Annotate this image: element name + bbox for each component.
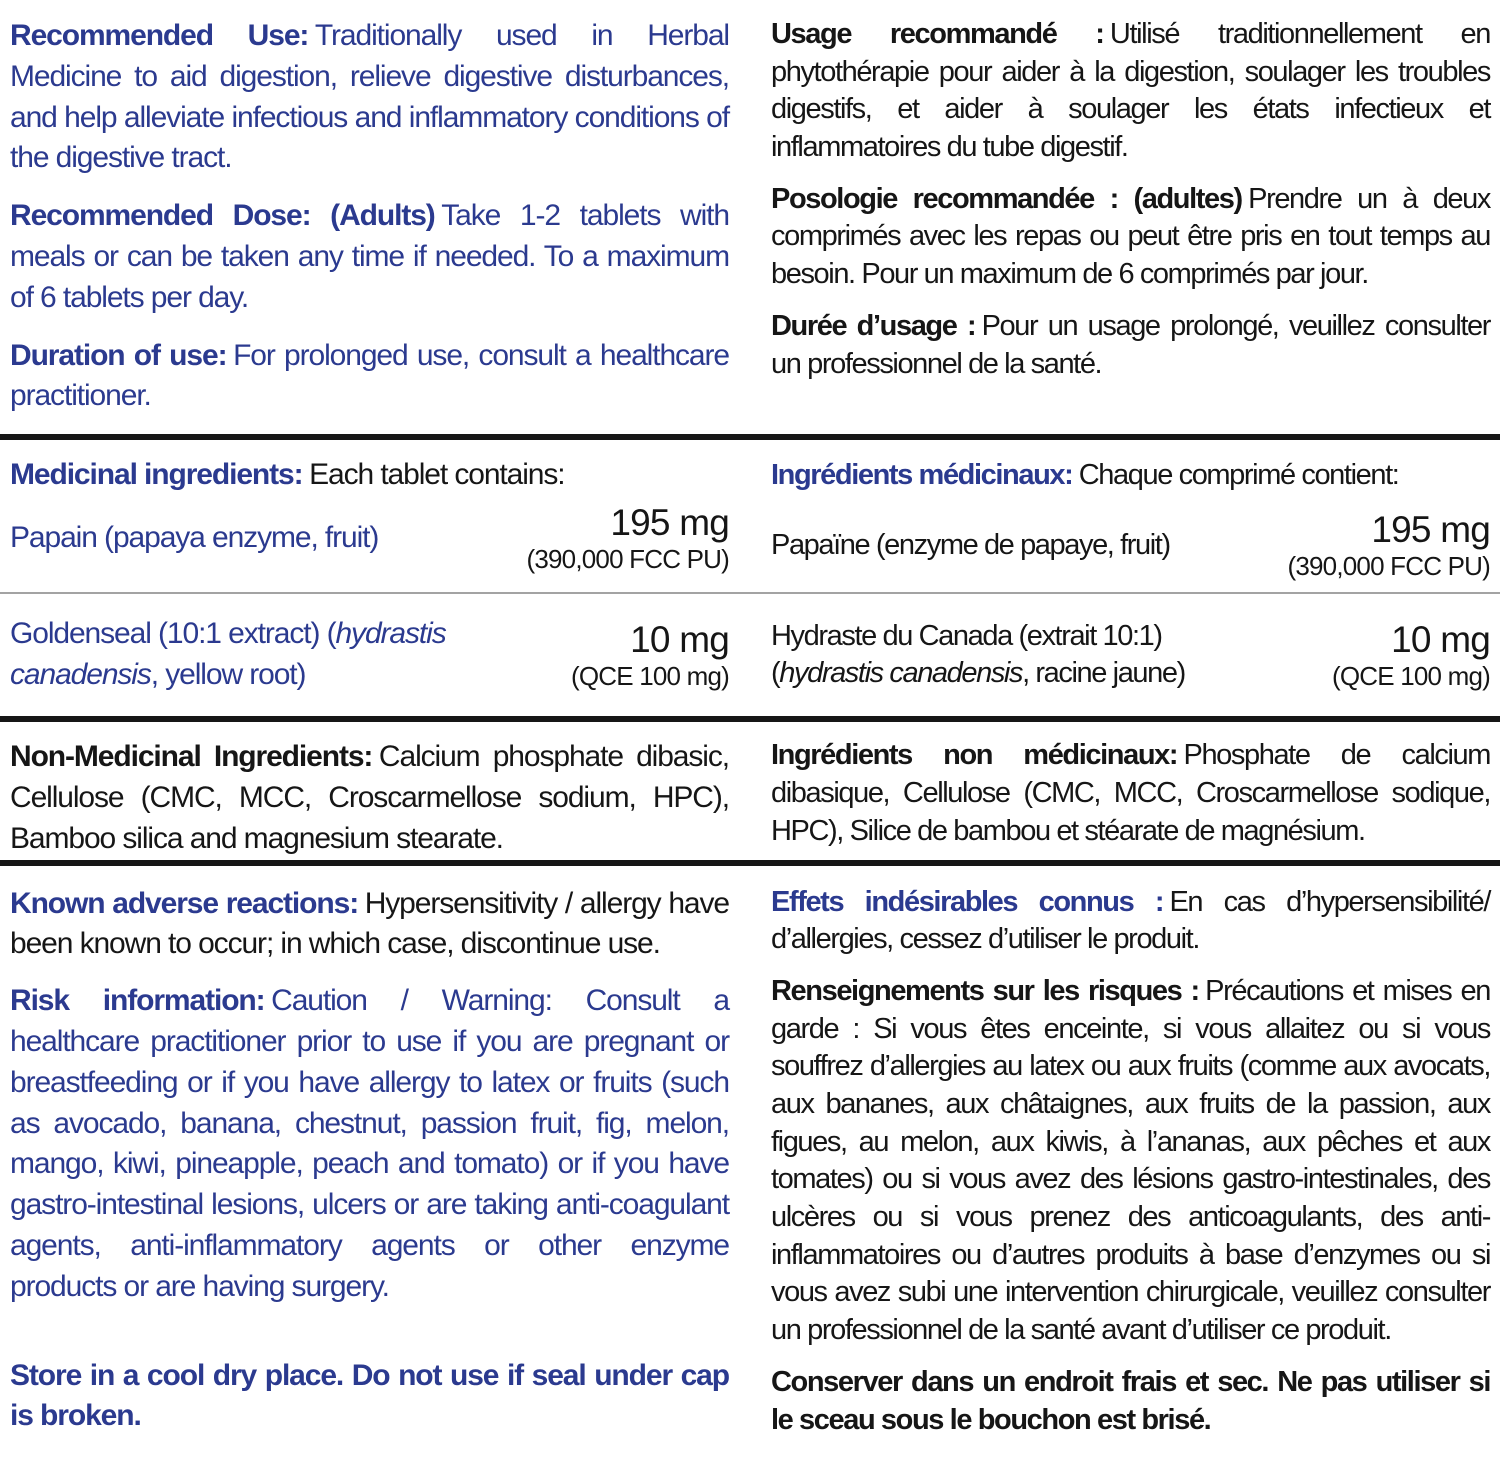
papain-name: Papain (papaya enzyme, fruit) [10, 521, 379, 555]
french-non-medicinal-cell [771, 722, 1490, 859]
each-tablet-contains-text: Each tablet contains: [309, 458, 565, 492]
medicinal-ingredients-section [0, 440, 1500, 592]
recommended-use-paragraph [10, 16, 729, 179]
posologie-paragraph [771, 181, 1490, 294]
goldenseal-name-pre: Goldenseal (10:1 extract) ( [10, 617, 336, 651]
usage-dose-duration-section [0, 10, 1500, 434]
hydraste-name [771, 618, 1260, 693]
goldenseal-amount: 10 mg [630, 618, 729, 660]
recommended-dose-text: Take 1-2 tablets with meals or can be taken any time if needed. To a maximum of 6 tablets per day. [10, 199, 730, 314]
papain-amount-note: (390,000 FCC PU) [526, 544, 729, 575]
goldenseal-section [0, 594, 1500, 716]
renseignements-risques-paragraph [771, 973, 1490, 1350]
goldenseal-name [10, 614, 470, 696]
recommended-dose-paragraph [10, 196, 729, 318]
recommended-use-heading: Recommended Use: [10, 19, 309, 52]
french-goldenseal-cell [771, 594, 1490, 716]
papain-row [10, 502, 729, 575]
warnings-storage-section [0, 866, 1500, 1454]
effets-indesirables-text: En cas d’hypersensibilité/ d’allergies, cessez d’utiliser le produit. [771, 885, 1491, 956]
papain-amount-block [527, 502, 730, 575]
papaine-amount: 195 mg [1371, 508, 1490, 550]
chaque-comprime-text: Chaque comprimé contient: [1078, 459, 1399, 492]
papaine-amount-note: (390,000 FCC PU) [1287, 551, 1490, 582]
non-medicinal-section [0, 722, 1500, 859]
medicinal-ingredients-heading: Medicinal ingredients: [10, 458, 303, 492]
duration-of-use-paragraph [10, 336, 729, 418]
goldenseal-name-post: , yellow root) [150, 658, 306, 692]
duration-of-use-heading: Duration of use: [10, 338, 227, 372]
goldenseal-amount-note: (QCE 100 mg) [570, 660, 729, 691]
usage-recommande-heading: Usage recommandé : [771, 18, 1104, 50]
conservation-instruction-paragraph: Conserver dans un endroit frais et sec. Ne pas utiliser si le sceau sous le bouchon est brisé. [771, 1365, 1490, 1436]
posologie-text: Prendre un à deux comprimés avec les repas ou peut être pris en tout temps au besoin. Pour un maximum de 6 comprimés par jour. [771, 182, 1490, 291]
ingredients-non-medicinaux-paragraph [771, 737, 1490, 850]
usage-recommande-text: Utilisé traditionnellement en phytothérapie pour aider à la digestion, soulager les troubles digestifs, et aider à soulager les états infectieux et inflammatoires du tube digestif. [771, 18, 1490, 164]
hydraste-name-post: , racine jaune) [1022, 657, 1185, 690]
duration-of-use-text: For prolonged use, consult a healthcare practitioner. [10, 338, 729, 413]
risk-information-paragraph [10, 981, 729, 1307]
duree-usage-text: Pour un usage prolongé, veuillez consulter un professionnel de la santé. [771, 309, 1490, 380]
posologie-heading: Posologie recommandée : (adultes) [771, 182, 1242, 215]
hydraste-name-pre: Hydraste du Canada (extrait 10:1) ( [771, 619, 1162, 690]
english-goldenseal-cell [10, 594, 729, 716]
storage-instruction-paragraph: Store in a cool dry place. Do not use if seal under cap is broken. [10, 1358, 729, 1433]
adverse-reactions-text: Hypersensitivity / allergy have been known to occur; in which case, discontinue use. [10, 886, 729, 961]
recommended-use-text: Traditionally used in Herbal Medicine to aid digestion, relieve digestive disturbances, and help alleviate infectious and inflammatory conditions of the digestive tract. [10, 19, 729, 175]
goldenseal-row [10, 604, 729, 706]
duree-usage-paragraph [771, 308, 1490, 383]
hydraste-row [771, 604, 1490, 706]
risk-information-text: Caution / Warning: Consult a healthcare practitioner prior to use if you are pregnant or breastfeeding or if you have allergy to latex or fruits (such as avocado, banana, chestnut, passion fruit, fig, melon, mango, kiwi, pineapple, peach and tomato) or if you have gastro-intestinal lesions, ulcers or are taking anti-coagulant agents, anti-inflammatory agents or other enzyme products or are having surgery. [10, 984, 729, 1303]
french-column-top [771, 16, 1490, 434]
french-warnings-cell [771, 884, 1490, 1454]
renseignements-risques-heading: Renseignements sur les risques : [771, 974, 1199, 1007]
ingredients-non-medicinaux-heading: Ingrédients non médicinaux: [771, 739, 1178, 772]
effets-indesirables-heading: Effets indésirables connus : [771, 885, 1164, 918]
english-column-top [10, 16, 729, 434]
renseignements-risques-text: Précautions et mises en garde : Si vous êtes enceinte, si vous allaitez ou si vous souffrez d’allergies au latex ou aux fruits (comme aux avocats, aux bananes, aux châtaignes, aux fruits de la passion, aux figues, au melon, aux kiwis, à l’ananas, aux pêches et aux tomates) ou si vous avez des lésions gastro-intestinales, des ulcères ou si vous prenez des anticoagulants, des anti-inflammatoires ou d’autres produits à base d’enzymes ou si vous avez subi une intervention chirurgicale, veuillez consulter un professionnel de la santé avant d’utiliser ce produit. [771, 974, 1490, 1347]
ingredients-medicinaux-heading-paragraph [771, 457, 1490, 495]
non-medicinal-text: Calcium phosphate dibasic, Cellulose (CMC, MCC, Croscarmellose sodium, HPC), Bamboo silica and magnesium stearate. [10, 740, 729, 855]
medicinal-ingredients-heading-paragraph [10, 455, 729, 496]
goldenseal-latin-name: hydrastis canadensis [10, 617, 446, 692]
english-non-medicinal-cell [10, 722, 729, 859]
english-medicinal-cell [10, 440, 729, 592]
adverse-reactions-heading: Known adverse reactions: [10, 886, 359, 920]
papaine-amount-block [1288, 509, 1491, 582]
non-medicinal-heading: Non-Medicinal Ingredients: [10, 740, 373, 774]
adverse-reactions-paragraph [10, 884, 729, 966]
effets-indesirables-paragraph [771, 884, 1490, 959]
hydraste-amount: 10 mg [1391, 618, 1490, 660]
english-warnings-cell [10, 884, 729, 1454]
hydraste-latin-name: hydrastis canadensis [779, 657, 1023, 690]
papaine-row [771, 509, 1490, 582]
hydraste-amount-block [1332, 619, 1490, 692]
papaine-name: Papaïne (enzyme de papaye, fruit) [771, 528, 1170, 561]
hydraste-amount-note: (QCE 100 mg) [1331, 660, 1490, 691]
french-medicinal-cell [771, 440, 1490, 592]
recommended-dose-heading: Recommended Dose: (Adults) [10, 199, 435, 233]
usage-recommande-paragraph [771, 16, 1490, 167]
ingredients-medicinaux-heading: Ingrédients médicinaux: [771, 459, 1073, 492]
goldenseal-amount-block [571, 619, 729, 692]
non-medicinal-paragraph [10, 737, 729, 859]
duree-usage-heading: Durée d’usage : [771, 309, 976, 342]
risk-information-heading: Risk information: [10, 984, 265, 1018]
ingredients-non-medicinaux-text: Phosphate de calcium dibasique, Cellulose (CMC, MCC, Croscarmellose sodique, HPC), Silice de bambou et stéarate de magnésium. [771, 739, 1490, 847]
papain-amount: 195 mg [610, 501, 729, 543]
